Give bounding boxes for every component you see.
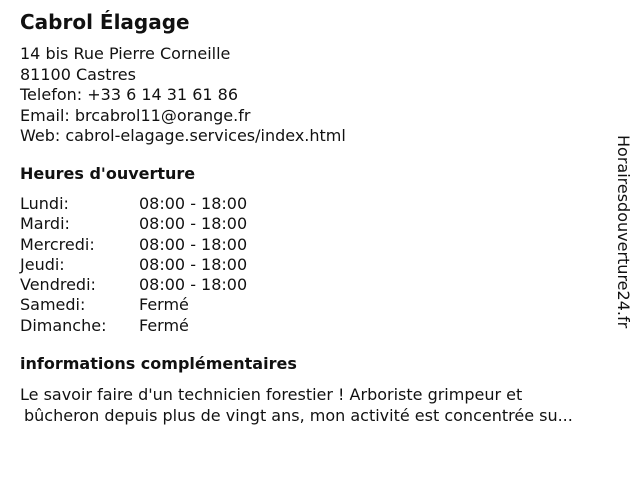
contact-block — [20, 44, 346, 147]
day-hours: Fermé — [139, 295, 189, 315]
day-label: Vendredi: — [20, 275, 96, 295]
description-line: bûcheron depuis plus de vingt ans, mon activité est concentrée su... — [24, 406, 573, 425]
day-hours: 08:00 - 18:00 — [139, 194, 248, 213]
website-link[interactable]: Web: cabrol-elagage.services/index.html — [20, 126, 346, 145]
email-address[interactable]: Email: brcabrol11@orange.fr — [20, 105, 251, 125]
address-street: 14 bis Rue Pierre Corneille — [20, 44, 231, 63]
day-hours: Fermé — [139, 315, 189, 335]
day-label: Mercredi: — [20, 234, 95, 254]
day-hours: 08:00 - 18:00 — [139, 254, 248, 274]
additional-info-heading: informations complémentaires — [20, 354, 297, 373]
day-label: Mardi: — [20, 214, 70, 234]
day-label: Jeudi: — [20, 254, 65, 274]
day-hours: 08:00 - 18:00 — [139, 275, 248, 295]
day-hours: 08:00 - 18:00 — [139, 214, 248, 234]
business-description — [20, 384, 625, 426]
day-label: Dimanche: — [20, 315, 107, 335]
phone-number[interactable]: Telefon: +33 6 14 31 61 86 — [20, 85, 239, 104]
opening-hours-heading: Heures d'ouverture — [20, 164, 196, 183]
description-line: Le savoir faire d'un technicien forestier ! Arboriste grimpeur et — [20, 385, 523, 404]
address-city: 81100 Castres — [20, 64, 136, 84]
site-watermark: Horairesdouverture24.fr — [614, 135, 633, 329]
day-label: Lundi: — [20, 194, 69, 213]
day-label: Samedi: — [20, 295, 86, 315]
day-hours: 08:00 - 18:00 — [139, 234, 248, 254]
business-name: Cabrol Élagage — [20, 10, 190, 34]
